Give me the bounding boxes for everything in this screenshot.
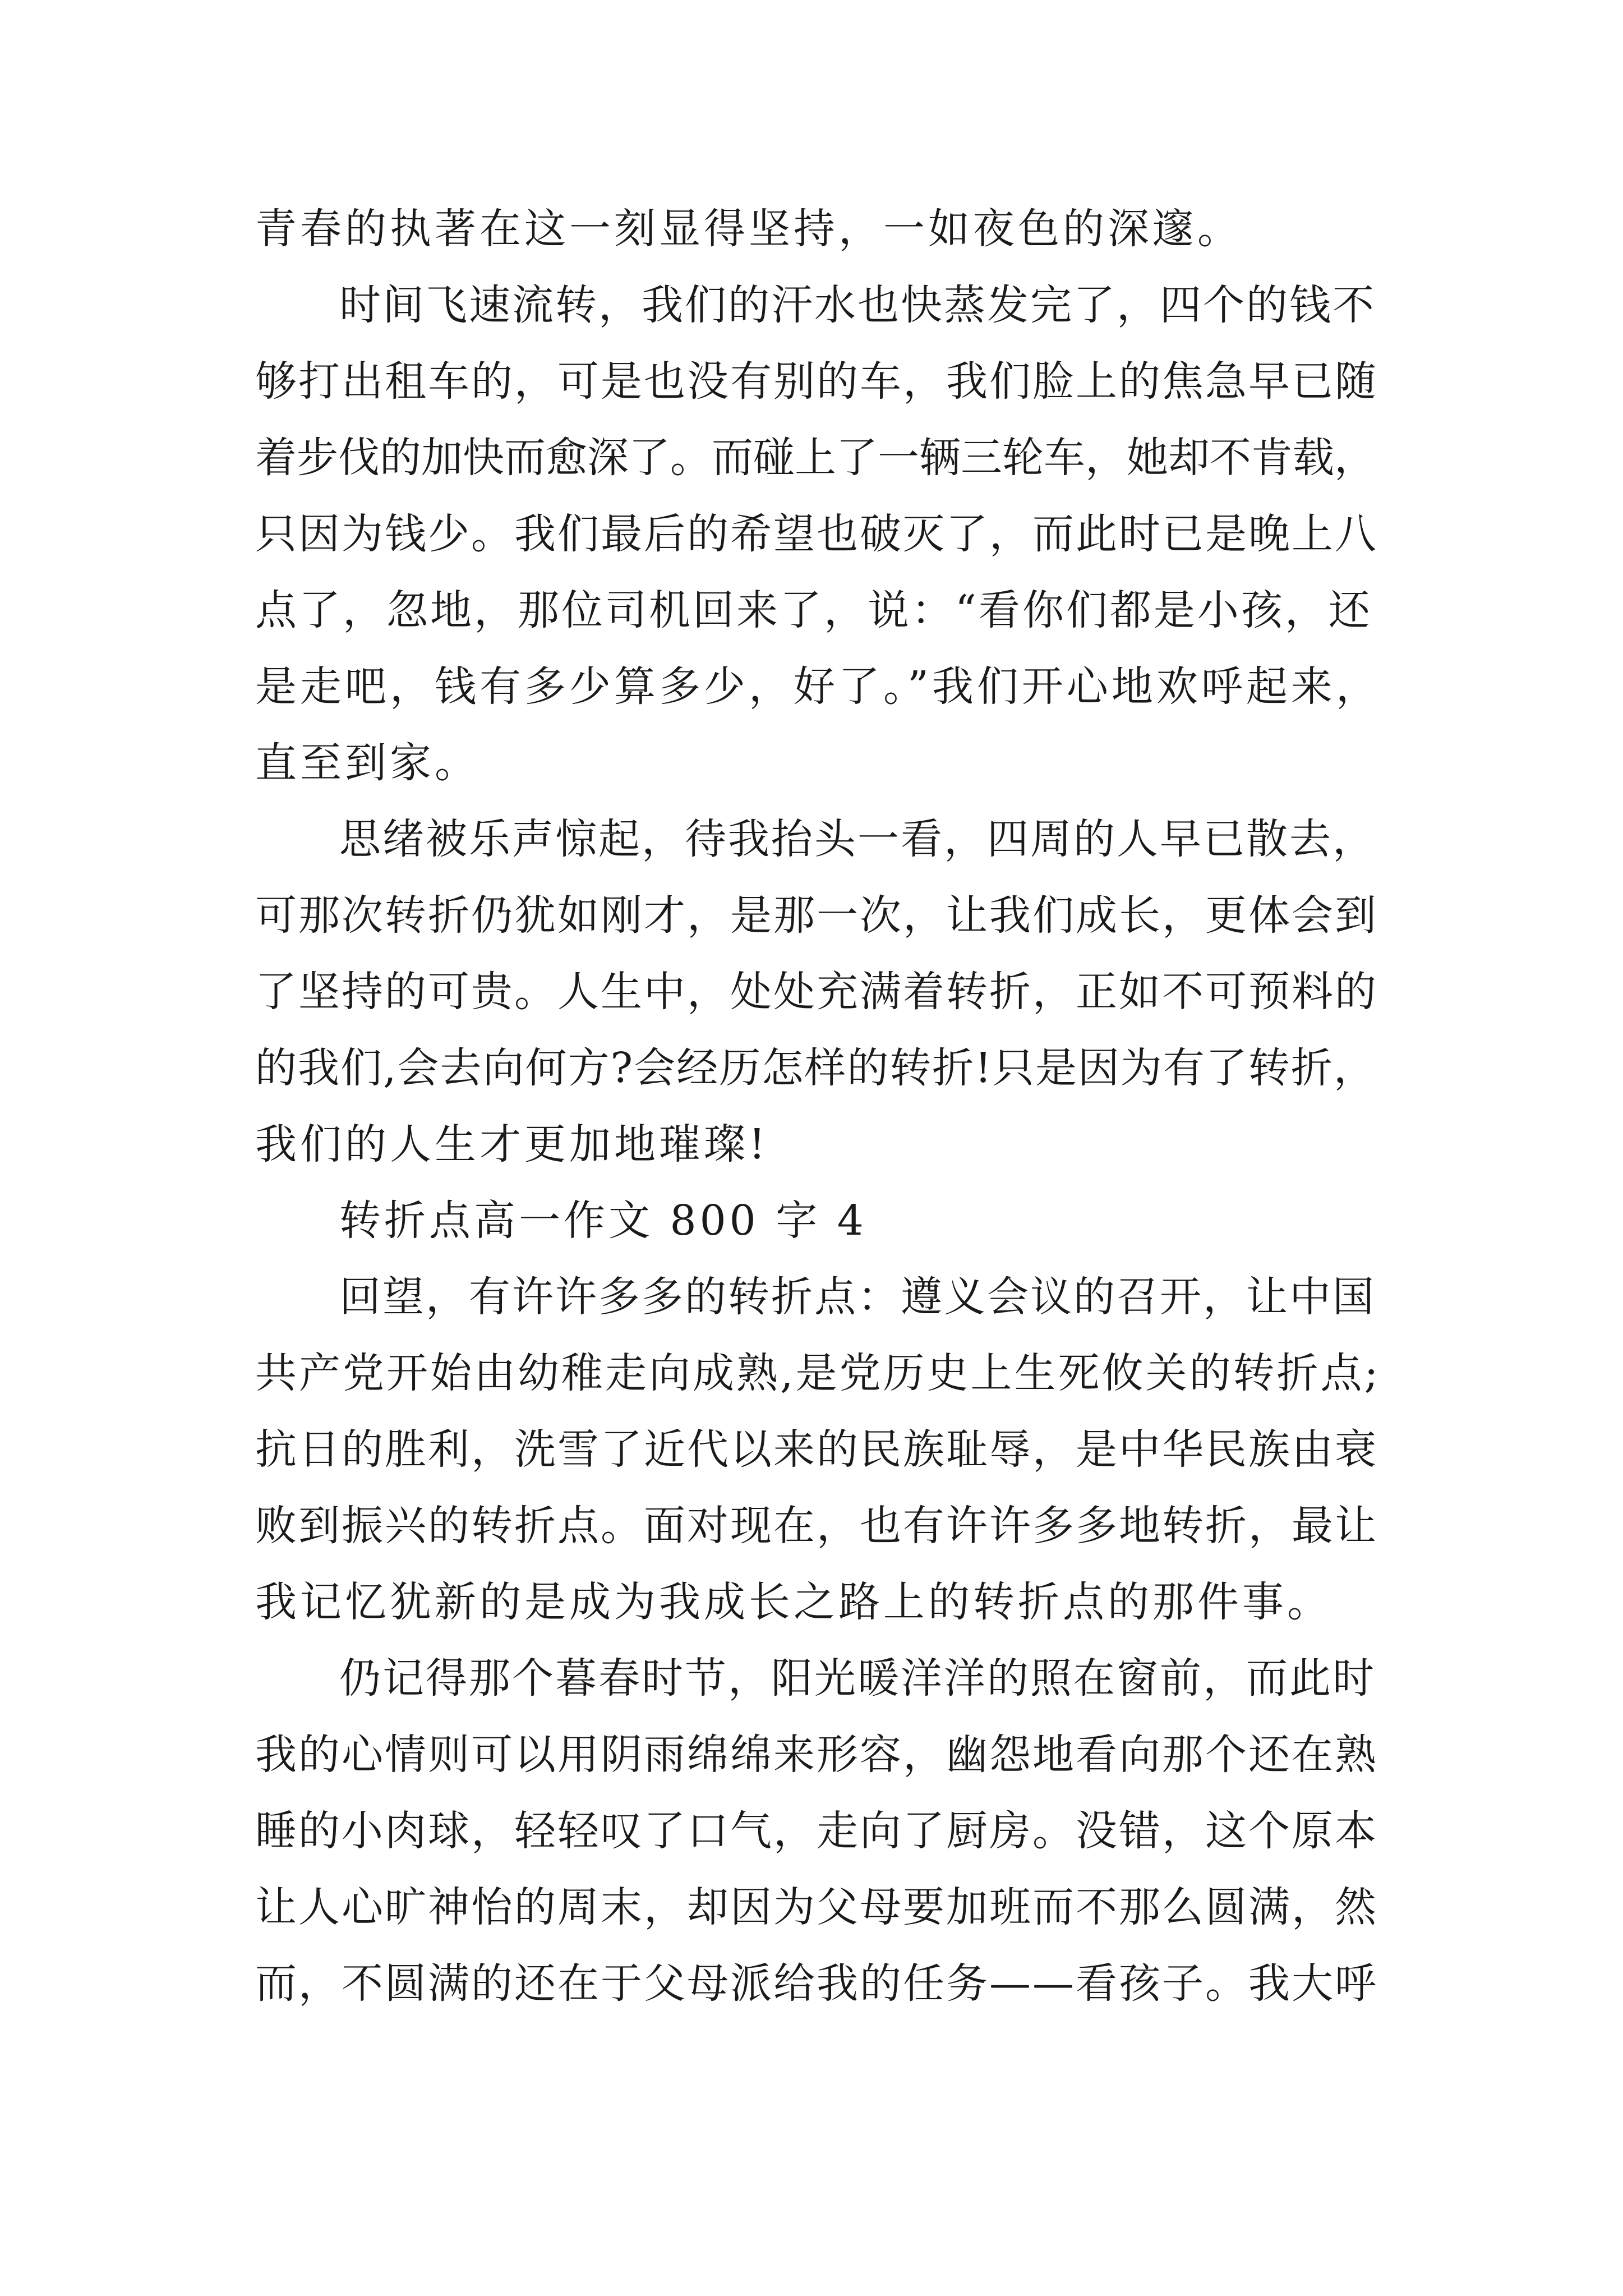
text-line: 只因为钱少。我们最后的希望也破灭了，而此时已是晚上八 [255,510,1378,558]
text-line: 败到振兴的转折点。面对现在，也有许许多多地转折，最让 [255,1502,1378,1550]
section-heading: 转折点高一作文 800 字 4 [339,1197,867,1245]
text-line: 我的心情则可以用阴雨绵绵来形容，幽怨地看向那个还在熟 [255,1731,1378,1779]
text-line: 抗日的胜利，洗雪了近代以来的民族耻辱，是中华民族由衰 [255,1425,1378,1474]
text-line: 够打出租车的，可是也没有别的车，我们脸上的焦急早已随 [255,357,1378,406]
text-line: 回望，有许许多多的转折点：遵义会议的召开，让中国 [339,1273,1376,1321]
text-line: 时间飞速流转，我们的汗水也快蒸发完了，四个的钱不 [339,281,1376,329]
text-line: 点了，忽地，那位司机回来了，说：“看你们都是小孩，还 [255,586,1372,634]
document-body-text [255,191,1382,2022]
text-line: 青春的执著在这一刻显得坚持，一如夜色的深邃。 [255,205,1242,253]
text-line: 是走吧，钱有多少算多少，好了。”我们开心地欢呼起来， [255,662,1381,711]
text-line: 直至到家。 [255,739,479,787]
text-line: 仍记得那个暮春时节，阳光暖洋洋的照在窗前，而此时 [339,1654,1376,1703]
text-line: 让人心旷神怡的周末，却因为父母要加班而不那么圆满，然 [255,1883,1378,1931]
text-line: 思绪被乐声惊起，待我抬头一看，四周的人早已散去， [339,815,1376,863]
text-line: 睡的小肉球，轻轻叹了口气，走向了厨房。没错，这个原本 [255,1807,1378,1855]
text-line: 我记忆犹新的是成为我成长之路上的转折点的那件事。 [255,1578,1332,1626]
text-line: 我们的人生才更加地璀璨! [255,1120,769,1168]
text-line: 共产党开始由幼稚走向成熟,是党历史上生死攸关的转折点; [255,1349,1381,1397]
text-line: 着步伐的加快而愈深了。而碰上了一辆三轮车，她却不肯载， [255,434,1376,482]
text-line: 的我们,会去向何方?会经历怎样的转折!只是因为有了转折， [255,1044,1376,1092]
text-line: 了坚持的可贵。人生中，处处充满着转折，正如不可预料的 [255,968,1378,1016]
text-line: 可那次转折仍犹如刚才，是那一次，让我们成长，更体会到 [255,891,1378,940]
text-line: 而，不圆满的还在于父母派给我的任务——看孩子。我大呼 [255,1959,1378,2008]
